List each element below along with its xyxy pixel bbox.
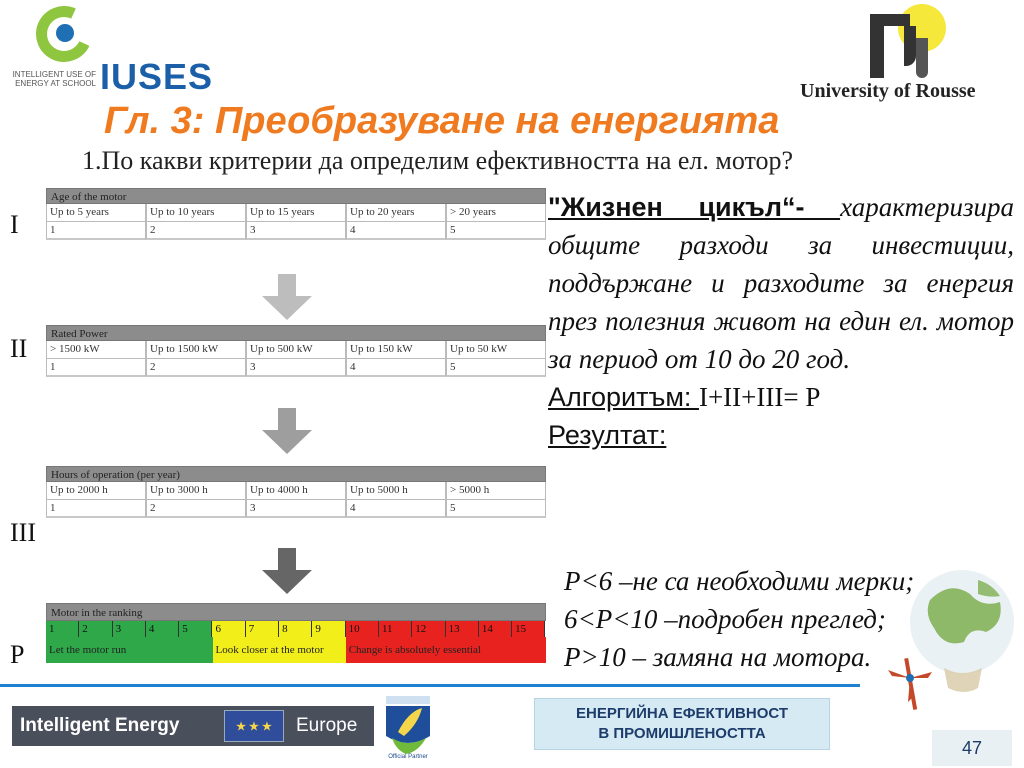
logo-bar xyxy=(904,26,916,66)
result-item: P>10 – замяна на мотора. xyxy=(564,642,872,672)
down-arrow-icon xyxy=(262,408,312,454)
lifecycle-text xyxy=(548,188,1014,454)
iuses-subtitle: INTELLIGENT USE OF ENERGY AT SCHOOL xyxy=(12,70,96,88)
roman-numeral-3: III xyxy=(10,518,36,547)
ranking-number: 2 xyxy=(79,621,112,637)
logo-bar xyxy=(870,14,884,78)
table-cell: Up to 4000 h xyxy=(246,482,346,500)
ee-line-1: ЕНЕРГИЙНА ЕФЕКТИВНОСТ xyxy=(576,705,788,722)
ie-banner-left: Intelligent Energy xyxy=(20,715,180,736)
table-value: 5 xyxy=(446,222,546,240)
table-value: 2 xyxy=(146,500,246,518)
table-cell: Up to 2000 h xyxy=(46,482,146,500)
globe-bulb-icon xyxy=(880,560,1020,710)
table-value: 3 xyxy=(246,222,346,240)
ranking-label-run: Let the motor run xyxy=(46,637,213,663)
ee-line-2: В ПРОМИШЛЕНОСТТА xyxy=(598,725,766,742)
page-number: 47 xyxy=(932,730,1012,766)
criteria-table-age xyxy=(46,188,546,240)
table-value: 4 xyxy=(346,500,446,518)
result-item: P<6 –не са необходими мерки; xyxy=(564,566,915,596)
intelligent-energy-europe-banner xyxy=(12,706,374,746)
table-header: Age of the motor xyxy=(46,188,546,204)
table-cell: > 1500 kW xyxy=(46,341,146,359)
lifecycle-description: характеризира общите разходи за инвестиции, поддържане и разходите за енергия през полезния живот на един ел. мотор за период от 10 до 20 год. xyxy=(548,192,1014,374)
table-cell: > 20 years xyxy=(446,204,546,222)
ranking-number: 5 xyxy=(179,621,212,637)
eu-flag-icon: ★ ★ ★ xyxy=(224,710,284,742)
ie-banner-right: Europe xyxy=(296,715,358,736)
table-value: 1 xyxy=(46,359,146,377)
roman-numeral-1: I xyxy=(10,210,19,239)
ranking-number: 8 xyxy=(279,621,312,637)
ranking-number: 3 xyxy=(113,621,146,637)
criteria-table-power xyxy=(46,325,546,377)
table-header: Hours of operation (per year) xyxy=(46,466,546,482)
down-arrow-icon xyxy=(262,274,312,320)
table-value: 2 xyxy=(146,359,246,377)
table-cell: Up to 50 kW xyxy=(446,341,546,359)
iuses-logo xyxy=(2,2,222,97)
result-label: Резултат: xyxy=(548,420,667,450)
table-value: 4 xyxy=(346,222,446,240)
table-value: 3 xyxy=(246,359,346,377)
table-cell: Up to 3000 h xyxy=(146,482,246,500)
logo-bar xyxy=(916,38,928,78)
logo-bar xyxy=(884,14,910,26)
university-name: University of Rousse xyxy=(800,80,976,102)
roman-numeral-2: II xyxy=(10,334,28,363)
result-list xyxy=(564,562,914,676)
table-cell: Up to 20 years xyxy=(346,204,446,222)
page-title: Гл. 3: Преобразуване на енергията xyxy=(104,100,780,142)
table-cell: Up to 5 years xyxy=(46,204,146,222)
ranking-number: 9 xyxy=(312,621,345,637)
ranking-number: 14 xyxy=(479,621,512,637)
roman-numeral-p: P xyxy=(10,640,25,669)
ranking-number: 12 xyxy=(412,621,445,637)
ranking-number: 13 xyxy=(446,621,479,637)
table-value: 3 xyxy=(246,500,346,518)
table-cell: Up to 500 kW xyxy=(246,341,346,359)
ranking-header: Motor in the ranking xyxy=(46,603,546,621)
table-cell: > 5000 h xyxy=(446,482,546,500)
table-cell: Up to 5000 h xyxy=(346,482,446,500)
ranking-number: 4 xyxy=(146,621,179,637)
lifecycle-definition xyxy=(548,188,1014,378)
result-item: 6<P<10 –подробен преглед; xyxy=(564,604,886,634)
ranking-number: 11 xyxy=(379,621,412,637)
ranking-label-change: Change is absolutely essential xyxy=(346,637,546,663)
energy-efficiency-box xyxy=(534,698,830,750)
table-header: Rated Power xyxy=(46,325,546,341)
table-cell: Up to 15 years xyxy=(246,204,346,222)
algorithm-formula: I+II+III= P xyxy=(698,382,821,412)
table-value: 5 xyxy=(446,359,546,377)
table-value: 2 xyxy=(146,222,246,240)
ranking-number: 7 xyxy=(246,621,279,637)
iuses-wordmark: IUSES xyxy=(100,56,214,97)
ranking-number: 15 xyxy=(512,621,545,637)
table-cell: Up to 150 kW xyxy=(346,341,446,359)
ranking-label-look: Look closer at the motor xyxy=(213,637,346,663)
table-value: 1 xyxy=(46,222,146,240)
page-subtitle: 1.По какви критерии да определим ефективността на ел. мотор? xyxy=(82,146,794,175)
iuses-dot-icon xyxy=(56,24,74,42)
lifecycle-term: "Жизнен цикъл“- xyxy=(548,192,841,222)
ranking-number: 10 xyxy=(346,621,379,637)
ranking-number: 1 xyxy=(46,621,79,637)
ranking-table xyxy=(46,603,546,663)
table-value: 4 xyxy=(346,359,446,377)
criteria-table-hours xyxy=(46,466,546,518)
down-arrow-icon xyxy=(262,548,312,594)
ranking-numbers xyxy=(46,621,546,637)
table-value: 5 xyxy=(446,500,546,518)
algorithm-label: Алгоритъм: xyxy=(548,382,699,412)
university-logo xyxy=(860,4,950,80)
table-cell: Up to 10 years xyxy=(146,204,246,222)
table-value: 1 xyxy=(46,500,146,518)
footer-divider xyxy=(0,684,860,687)
table-cell: Up to 1500 kW xyxy=(146,341,246,359)
algorithm-line xyxy=(548,378,1014,416)
ranking-number: 6 xyxy=(212,621,245,637)
official-partner-label: Official Partner xyxy=(388,754,428,760)
ranking-labels xyxy=(46,637,546,663)
